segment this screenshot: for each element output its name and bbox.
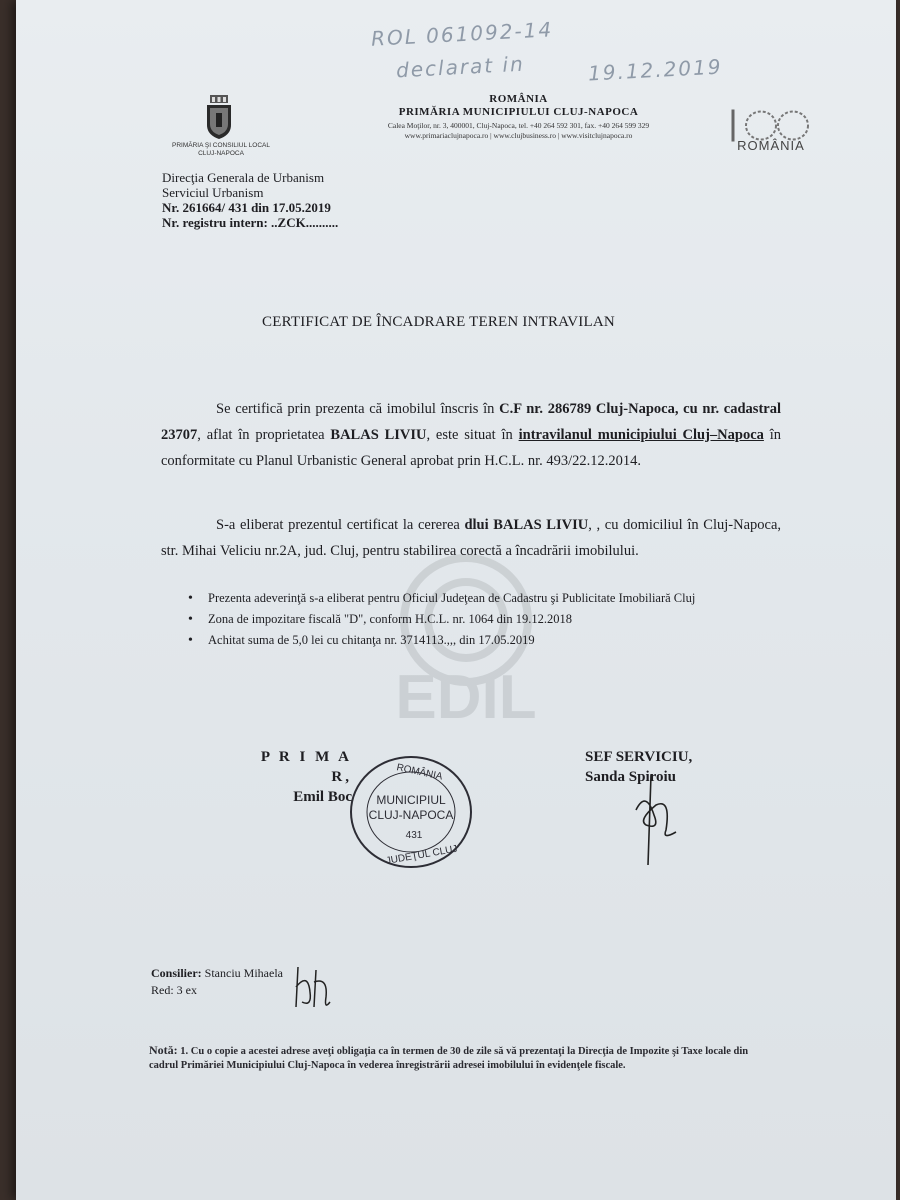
official-stamp-icon xyxy=(346,752,476,872)
certificate-paragraph: Se certifică prin prezenta că imobilul înscris în C.F nr. 286789 Cluj-Napoca, cu nr. cadastral 23707, aflat în proprietatea BALAS LIVIU, este situat în intravilanul municipiului Cluj–Napoca în conformitate cu Planul Urbanistic General aprobat prin H.C.L. nr. 493/22.12.2014. xyxy=(161,401,781,469)
zone-classification: intravilanul municipiului Cluj–Napoca xyxy=(518,427,764,443)
mayor-signature-block xyxy=(252,747,352,807)
service-name: Serviciul Urbanism xyxy=(162,185,264,200)
footer-note xyxy=(149,1043,769,1073)
handwritten-date: 19.12.2019 xyxy=(587,54,724,86)
note-text: 1. Cu o copie a acestei adrese aveţi obligaţia ca în termen de 30 de zile să vă prezentaţi la Direcţia de Impozite şi Taxe locale din cadrul Primăriei Municipiului Cluj-Napoca în vederea înregistrării adresei imobilului în evidenţele fiscale. xyxy=(149,1046,749,1071)
list-item: • Achitat suma de 5,0 lei cu chitanţa nr. 3714113.,,, din 17.05.2019 xyxy=(188,630,695,651)
owner-name: BALAS LIVIU xyxy=(330,427,427,443)
reference-number: Nr. 261664/ 431 din 17.05.2019 xyxy=(162,200,331,215)
handwritten-registration: ROL 061092-14 xyxy=(370,17,554,51)
consilier-name: Stanciu Mihaela xyxy=(201,966,283,980)
watermark-text: EDIL xyxy=(395,663,537,732)
internal-register: Nr. registru intern: ..ZCK.......... xyxy=(162,215,339,230)
consilier-label: Consilier: xyxy=(151,966,202,980)
department-block xyxy=(162,170,338,230)
list-item: • Prezenta adeverinţă s-a eliberat pentru Oficiul Judeţean de Cadastru şi Publicitate Imobiliară Cluj xyxy=(188,588,695,609)
letterhead-institution: PRIMĂRIA MUNICIPIULUI CLUJ-NAPOCA xyxy=(398,106,639,118)
letterhead-websites: www.primariaclujnapoca.ro | www.clujbusiness.ro | www.visitclujnapoca.ro xyxy=(404,131,633,140)
crest-caption: PRIMĂRIA ŞI CONSILIUL LOCAL CLUJ-NAPOCA xyxy=(171,142,270,157)
cadastral-reference: C.F nr. 286789 Cluj-Napoca, cu nr. cadastral 23707 xyxy=(161,401,781,443)
letterhead-country: ROMÂNIA xyxy=(489,93,548,105)
stamp-top-text: ROMÂNIA xyxy=(395,762,444,783)
stamp-line2: CLUJ-NAPOCA xyxy=(368,808,454,822)
mayor-name: Emil Boc xyxy=(293,789,352,805)
list-item: • Zona de impozitare fiscală "D", conform H.C.L. nr. 1064 din 19.12.2018 xyxy=(188,609,695,630)
handwritten-signature-icon xyxy=(616,770,686,870)
department-name: Direcţia Generala de Urbanism xyxy=(162,170,325,185)
service-head-title: SEF SERVICIU, xyxy=(585,749,693,765)
preparer-info xyxy=(151,965,283,999)
request-paragraph: S-a eliberat prezentul certificat la cererea dlui BALAS LIVIU, , cu domiciliul în Cluj-Napoca, str. Mihai Veliciu nr.2A, jud. Cluj, pentru stabilirea corectă a încadrării imobilului. xyxy=(161,517,782,559)
document-page xyxy=(16,0,896,1200)
handwritten-declared: declarat in xyxy=(395,51,526,83)
copies-count: Red: 3 ex xyxy=(151,983,197,997)
service-head-name: Sanda Spiroiu xyxy=(585,769,677,785)
letterhead xyxy=(326,93,711,140)
handwritten-initials-icon xyxy=(288,962,338,1012)
note-label: Notă: xyxy=(149,1043,178,1057)
document-title: CERTIFICAT DE ÎNCADRARE TEREN INTRAVILAN xyxy=(262,314,615,330)
city-crest-icon xyxy=(204,95,234,139)
stamp-bottom-text: JUDEŢUL CLUJ xyxy=(385,843,459,868)
stamp-line1: MUNICIPIUL xyxy=(376,793,446,807)
stamp-number: 431 xyxy=(405,830,423,841)
requester-name: dlui BALAS LIVIU xyxy=(464,517,589,533)
centenary-label: ROMÂNIA xyxy=(737,138,805,153)
notes-list xyxy=(188,588,695,651)
mayor-title: P R I M A R, xyxy=(260,749,352,785)
letterhead-address: Calea Moţilor, nr. 3, 400001, Cluj-Napoca, tel. +40 264 592 301, fax. +40 264 599 329 xyxy=(387,121,650,130)
